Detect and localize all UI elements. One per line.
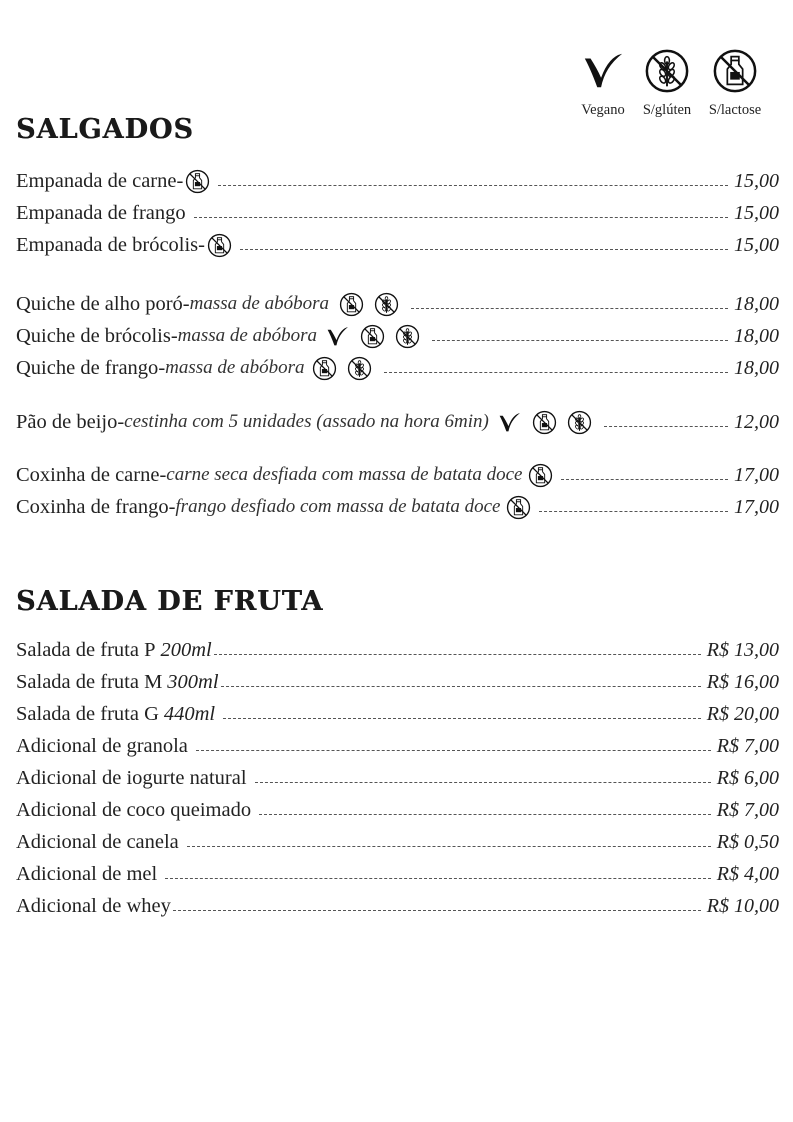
item-price: 17,00 <box>734 495 779 518</box>
item-price: R$ 16,00 <box>706 670 779 693</box>
item-separator: - <box>170 324 178 347</box>
item-separator: - <box>182 292 190 315</box>
legend-label-vegan: Vegano <box>581 102 625 118</box>
item-name: Salada de fruta G <box>16 702 159 725</box>
no-gluten-icon <box>347 356 372 381</box>
item-description: frango desfiado com massa de batata doce <box>175 496 501 517</box>
item-name: Adicional de iogurte natural <box>16 766 247 789</box>
item-price: R$ 7,00 <box>716 798 779 821</box>
menu-item-row <box>16 289 779 319</box>
item-name: Salada de fruta P <box>16 638 156 661</box>
menu-item-row <box>16 891 779 921</box>
no-lactose-icon <box>712 48 758 94</box>
dotted-leader <box>561 479 728 480</box>
item-description: massa de abóbora <box>177 325 318 346</box>
menu-item-row <box>16 460 779 490</box>
diet-icons <box>497 410 592 435</box>
dotted-leader <box>214 654 701 655</box>
item-separator: - <box>176 169 184 192</box>
menu-item-row <box>16 321 779 351</box>
dotted-leader <box>196 750 711 751</box>
item-name: Pão de beijo <box>16 410 118 433</box>
item-price: 15,00 <box>734 233 779 256</box>
item-description: carne seca desfiada com massa de batata doce <box>166 464 523 485</box>
item-price: 15,00 <box>734 169 779 192</box>
no-lactose-icon <box>506 495 531 520</box>
menu-item-row <box>16 353 779 383</box>
item-price: 18,00 <box>734 356 779 379</box>
dotted-leader <box>165 878 711 879</box>
menu-item-row <box>16 827 779 857</box>
legend-label-gluten-free: S/glúten <box>642 102 692 118</box>
diet-icons <box>325 324 420 349</box>
item-size: 200ml <box>160 638 212 661</box>
dotted-leader <box>411 308 728 309</box>
menu-item-row <box>16 198 779 228</box>
diet-icons <box>207 233 232 258</box>
diet-icons <box>312 356 372 381</box>
item-description: cestinha com 5 unidades (assado na hora 6min) <box>124 411 489 432</box>
no-lactose-icon <box>339 292 364 317</box>
no-lactose-icon <box>207 233 232 258</box>
menu-item-row <box>16 166 779 196</box>
legend-item-lactose-free <box>700 48 770 119</box>
item-separator: - <box>198 233 205 256</box>
menu-item-row <box>16 731 779 761</box>
dotted-leader <box>604 426 728 427</box>
item-name: Coxinha de frango <box>16 495 169 518</box>
no-lactose-icon <box>185 169 210 194</box>
item-name: Salada de fruta M <box>16 670 163 693</box>
dotted-leader <box>187 846 711 847</box>
item-name: Empanada de frango <box>16 201 186 224</box>
leaf-icon <box>497 410 522 435</box>
dotted-leader <box>259 814 711 815</box>
item-name: Coxinha de carne <box>16 463 160 486</box>
item-separator: - <box>159 463 167 486</box>
diet-icons <box>506 495 531 520</box>
no-gluten-icon <box>567 410 592 435</box>
legend-label-lactose-free: S/lactose <box>708 102 762 118</box>
menu-item-row <box>16 667 779 697</box>
item-name: Empanada de carne <box>16 169 177 192</box>
diet-icons <box>339 292 399 317</box>
menu-item-row <box>16 699 779 729</box>
item-price: 18,00 <box>734 292 779 315</box>
no-lactose-icon <box>532 410 557 435</box>
leaf-icon <box>580 48 626 94</box>
item-name: Adicional de canela <box>16 830 179 853</box>
item-separator: - <box>117 410 125 433</box>
dotted-leader <box>173 910 701 911</box>
no-lactose-icon <box>312 356 337 381</box>
no-gluten-icon <box>395 324 420 349</box>
item-description: massa de abóbora <box>189 293 329 314</box>
item-price: 18,00 <box>734 324 779 347</box>
menu-item-row <box>16 795 779 825</box>
item-separator: - <box>158 356 166 379</box>
item-name: Adicional de mel <box>16 862 158 885</box>
dotted-leader <box>255 782 711 783</box>
dotted-leader <box>384 372 728 373</box>
menu-item-row <box>16 763 779 793</box>
item-price: R$ 13,00 <box>706 638 779 661</box>
dotted-leader <box>240 249 728 250</box>
item-price: R$ 4,00 <box>716 862 779 885</box>
legend-item-gluten-free <box>632 48 702 119</box>
dotted-leader <box>223 718 701 719</box>
item-name: Quiche de brócolis <box>16 324 171 347</box>
section-title-salgados: SALGADOS <box>16 114 194 145</box>
item-name: Empanada de brócolis <box>16 233 199 256</box>
item-size: 300ml <box>167 670 219 693</box>
item-description: massa de abóbora <box>165 357 305 378</box>
item-price: 15,00 <box>734 201 779 224</box>
section-title-salada-de-fruta: SALADA DE FRUTA <box>16 586 324 617</box>
dotted-leader <box>218 185 728 186</box>
dotted-leader <box>539 511 728 512</box>
item-name: Quiche de alho poró <box>16 292 183 315</box>
item-separator: - <box>168 495 176 518</box>
item-price: 17,00 <box>734 463 779 486</box>
diet-icons <box>528 463 553 488</box>
no-gluten-icon <box>374 292 399 317</box>
item-price: R$ 20,00 <box>706 702 779 725</box>
item-size: 440ml <box>163 702 216 725</box>
menu-item-row <box>16 635 779 665</box>
item-price: R$ 10,00 <box>706 894 779 917</box>
no-lactose-icon <box>528 463 553 488</box>
item-name: Adicional de coco queimado <box>16 798 252 821</box>
item-price: R$ 6,00 <box>716 766 779 789</box>
item-name: Adicional de whey <box>16 894 171 917</box>
menu-item-row <box>16 492 779 522</box>
diet-icons <box>185 169 210 194</box>
item-name: Quiche de frango <box>16 356 159 379</box>
dotted-leader <box>221 686 701 687</box>
item-name: Adicional de granola <box>16 734 188 757</box>
legend-item-vegan <box>568 48 638 119</box>
menu-item-row <box>16 407 779 437</box>
no-gluten-icon <box>644 48 690 94</box>
menu-item-row <box>16 230 779 260</box>
leaf-icon <box>325 324 350 349</box>
dotted-leader <box>432 340 728 341</box>
item-price: R$ 0,50 <box>716 830 779 853</box>
no-lactose-icon <box>360 324 385 349</box>
item-price: R$ 7,00 <box>716 734 779 757</box>
dotted-leader <box>194 217 728 218</box>
menu-item-row <box>16 859 779 889</box>
diet-legend <box>568 48 773 128</box>
item-price: 12,00 <box>734 410 779 433</box>
